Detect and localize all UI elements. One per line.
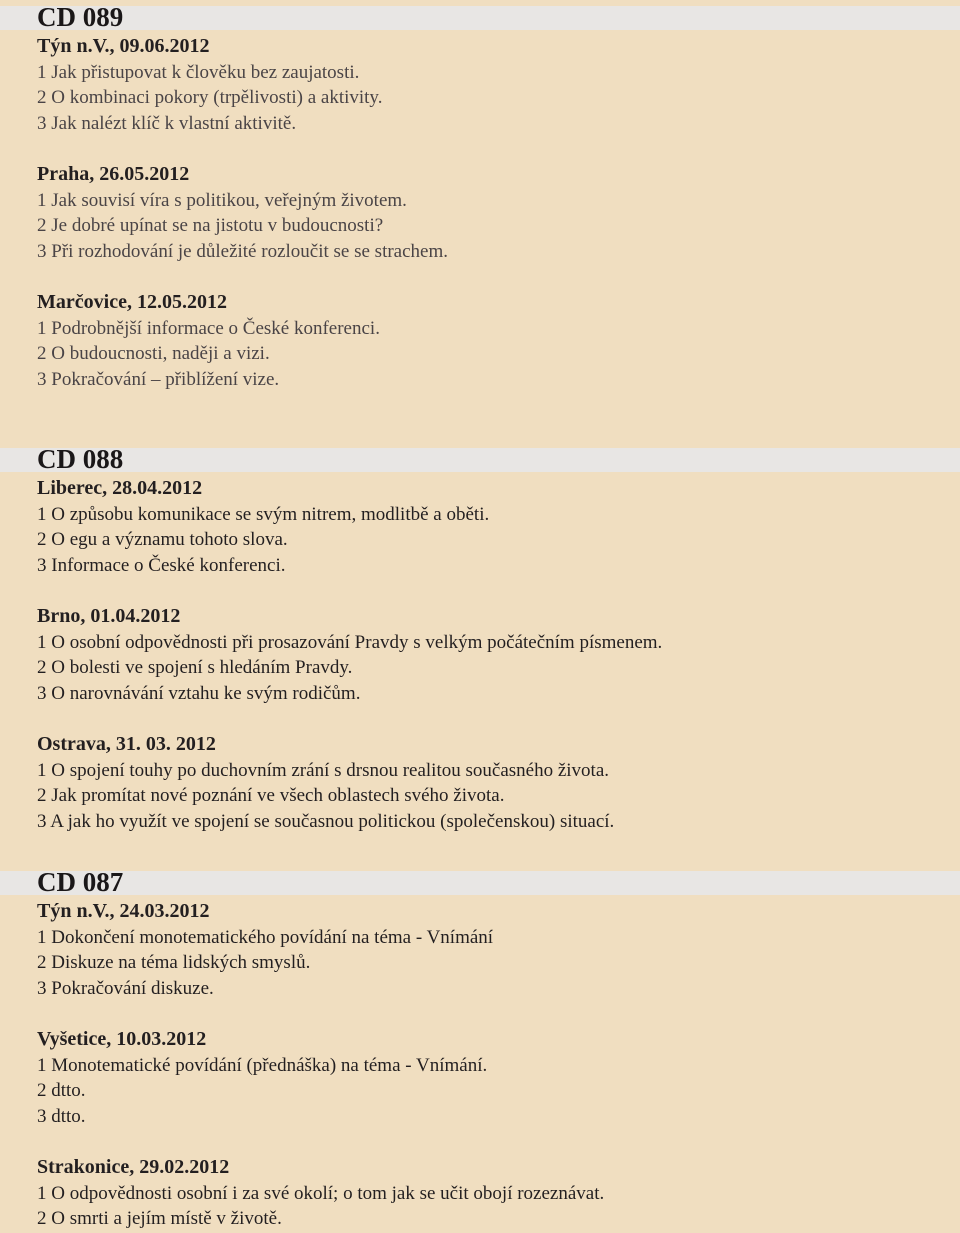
session-item: 2 Je dobré upínat se na jistotu v budoucnosti?	[37, 215, 384, 236]
cd-088-section	[0, 444, 960, 834]
session-place-date: Liberec, 28.04.2012	[37, 477, 203, 499]
session-item: 1 Dokončení monotematického povídání na téma - Vnímání	[37, 926, 494, 948]
session-item: 2 O egu a významu tohoto slova.	[37, 529, 288, 550]
session-item: 3 Pokračování diskuze.	[37, 977, 214, 999]
session-item: 3 Pokračování – přiblížení vize.	[37, 368, 280, 390]
session-item: 2 O budoucnosti, naději a vizi.	[37, 343, 270, 364]
session-item: 2 Jak promítat nové poznání ve všech oblastech svého života.	[37, 785, 505, 806]
session-item: 2 O kombinaci pokory (trpělivosti) a aktivity.	[37, 87, 383, 108]
session-block	[37, 34, 960, 136]
cd-header-bar	[0, 2, 960, 32]
session-item: 3 Při rozhodování je důležité rozloučit se se strachem.	[37, 240, 449, 262]
session-place-date: Marčovice, 12.05.2012	[37, 291, 227, 313]
session-item: 1 O způsobu komunikace se svým nitrem, modlitbě a oběti.	[37, 503, 490, 525]
session-item: 3 O narovnávání vztahu ke svým rodičům.	[37, 682, 361, 704]
session-item: 3 dtto.	[37, 1105, 86, 1127]
session-item: 3 Informace o České konferenci.	[37, 554, 286, 576]
session-place-date: Týn n.V., 09.06.2012	[37, 35, 210, 57]
session-place-date: Vyšetice, 10.03.2012	[37, 1028, 207, 1050]
cd-title: CD 088	[37, 444, 124, 474]
session-block	[37, 1027, 960, 1129]
session-item: 1 O spojení touhy po duchovním zrání s drsnou realitou současného života.	[37, 759, 610, 781]
session-item: 2 O bolesti ve spojení s hledáním Pravdy.	[37, 657, 353, 678]
session-block	[37, 1155, 960, 1232]
cd-header-bar	[0, 867, 960, 897]
session-place-date: Ostrava, 31. 03. 2012	[37, 733, 216, 755]
cd-089-section	[0, 2, 960, 392]
cd-087-section	[0, 867, 960, 1232]
session-item: 1 Monotematické povídání (přednáška) na téma - Vnímání.	[37, 1054, 488, 1076]
session-block	[37, 604, 960, 706]
session-item: 2 Diskuze na téma lidských smyslů.	[37, 952, 311, 973]
cd-title: CD 089	[37, 2, 124, 32]
session-place-date: Praha, 26.05.2012	[37, 163, 190, 185]
session-item: 1 Podrobnější informace o České konferenci.	[37, 317, 380, 339]
session-item: 1 O odpovědnosti osobní i za své okolí; o tom jak se učit obojí rozeznávat.	[37, 1182, 605, 1204]
session-block	[37, 162, 960, 264]
session-block	[37, 290, 960, 392]
session-item: 2 dtto.	[37, 1080, 86, 1101]
session-place-date: Strakonice, 29.02.2012	[37, 1156, 230, 1178]
session-item: 2 O smrti a jejím místě v životě.	[37, 1208, 282, 1229]
session-item: 1 O osobní odpovědnosti při prosazování Pravdy s velkým počátečním písmenem.	[37, 631, 663, 653]
session-block	[37, 476, 960, 578]
session-item: 1 Jak souvisí víra s politikou, veřejným životem.	[37, 189, 407, 211]
cd-header-bar	[0, 444, 960, 474]
session-item: 1 Jak přistupovat k člověku bez zaujatosti.	[37, 61, 360, 83]
session-item: 3 Jak nalézt klíč k vlastní aktivitě.	[37, 112, 297, 134]
session-block	[37, 899, 960, 1001]
session-place-date: Týn n.V., 24.03.2012	[37, 900, 210, 922]
session-block	[37, 732, 960, 834]
cd-title: CD 087	[37, 867, 124, 897]
session-item: 3 A jak ho využít ve spojení se současnou politickou (společenskou) situací.	[37, 810, 615, 832]
session-place-date: Brno, 01.04.2012	[37, 605, 181, 627]
